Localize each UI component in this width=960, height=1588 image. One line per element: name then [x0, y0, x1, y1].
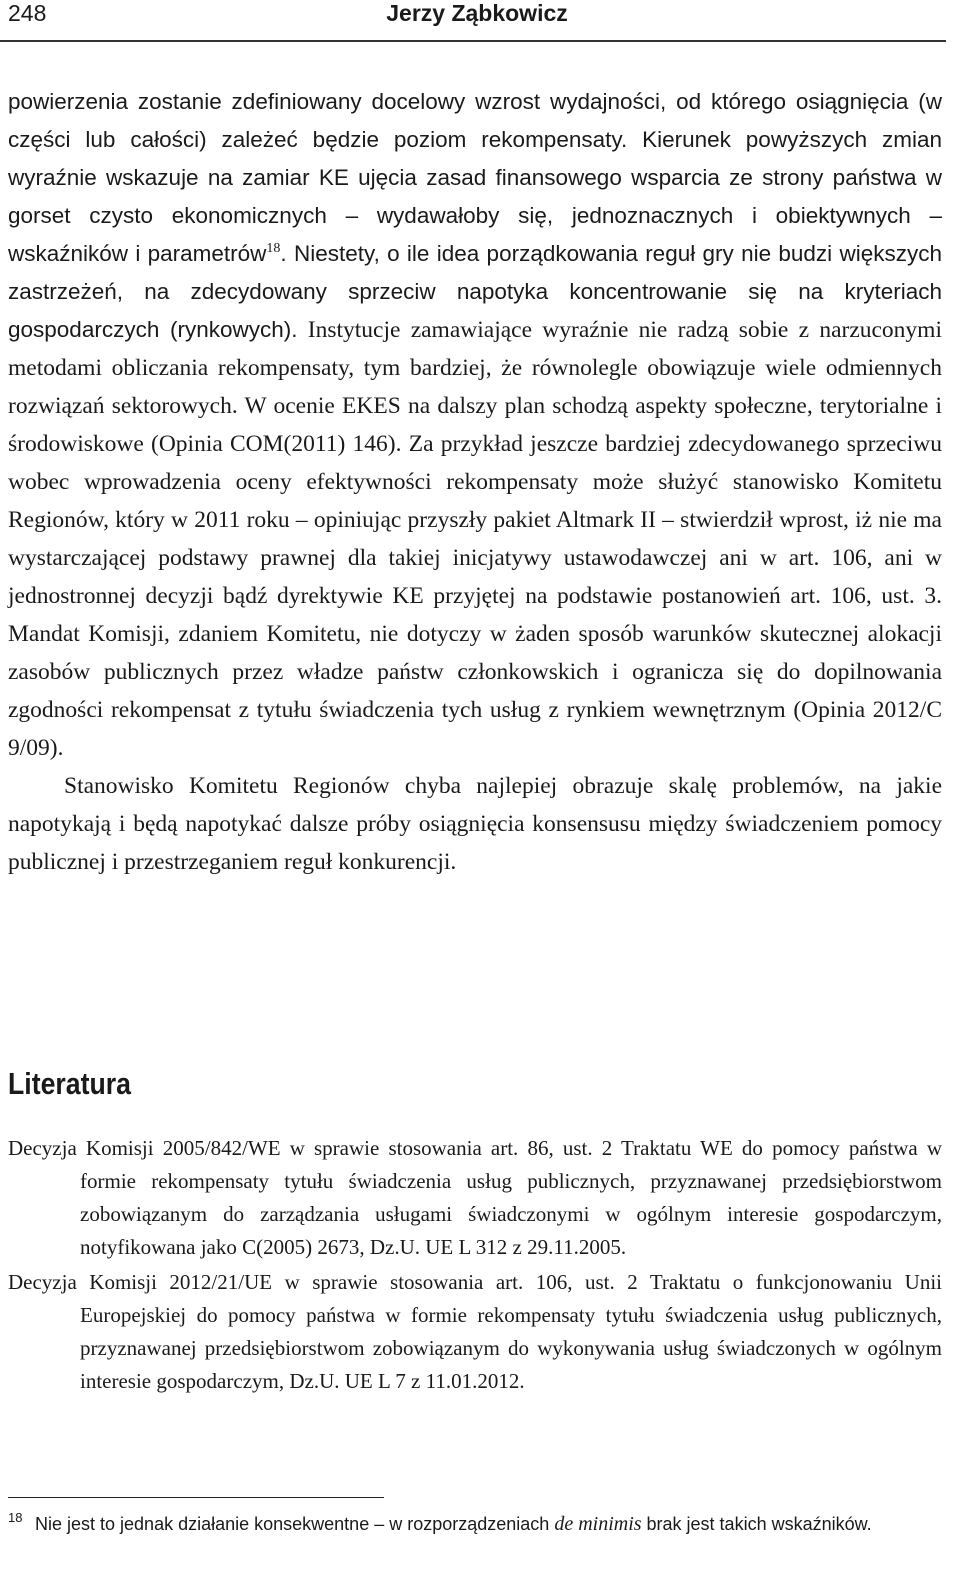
paragraph-sans-segment: powierzenia zostanie zdefiniowany docelowy wzrost wydajności, od którego osiągnięcia (w części lub całości) zależeć będzie poziom rekompensaty. Kierunek powyższych zmian wyraźnie wskazuje na zamiar KE ujęcia zasad finansowego wsparcia ze strony państwa w gorset czysto ekonomicznych – wydawałoby się, jednoznacznych i obiektywnych – wskaźników i parametrów [8, 89, 942, 266]
footnote-text: Nie jest to jednak działanie konsekwentne – w rozporządzeniach [35, 1514, 555, 1534]
footnote-separator [8, 1497, 384, 1498]
running-head-author: Jerzy Ząbkowicz [386, 0, 568, 26]
reference-list [8, 1132, 942, 1400]
paragraph-serif-segment: Instytucje zamawiające wyraźnie nie radzą sobie z narzuconymi metodami obliczania rekompensaty, tym bardziej, że równolegle obowiązuje wiele odmiennych rozwiązań sektorowych. W ocenie EKES na dalszy plan schodzą aspekty społeczne, terytorialne i środowiskowe (Opinia COM(2011) 146). Za przykład jeszcze bardziej zdecydowanego sprzeciwu wobec wprowadzenia oceny efektywności rekompensaty może służyć stanowisko Komitetu Regionów, który w 2011 roku – opiniując przyszły pakiet Altmark II – stwierdził wprost, iż nie ma wystarczającej podstawy prawnej dla takiej inicjatywy ustawodawczej ani w art. 106, ani w jednostronnej decyzji bądź dyrektywie KE przyjętej na podstawie postanowień art. 106, ust. 3. Mandat Komisji, zdaniem Komitetu, nie dotyczy w żaden sposób warunków skutecznej alokacji zasobów publicznych przez władze państw członkowskich i ogranicza się do dopilnowania zgodności rekompensat z tytułu świadczenia tych usług z rynkiem wewnętrznym (Opinia 2012/C 9/09). [8, 317, 942, 761]
page-number: 248 [8, 0, 47, 26]
section-heading: Literatura [8, 1066, 131, 1101]
footnote-italic-term: de minimis [554, 1513, 642, 1535]
footnote-number: 18 [8, 1510, 23, 1525]
paragraph-sans-segment-tail: . Niestety, o ile idea porządkowania reguł gry nie budzi większych zastrzeżeń, na zdecydowany sprzeciw napotyka koncentrowanie się na kryteriach gospodarczych (rynkowych). [8, 241, 942, 342]
footnote-text-tail: brak jest takich wskaźników. [641, 1514, 872, 1534]
body-text [8, 83, 942, 881]
footnote-reference[interactable]: 18 [266, 241, 281, 257]
running-header [8, 0, 946, 40]
reference-entry: Decyzja Komisji 2005/842/WE w sprawie stosowania art. 86, ust. 2 Traktatu WE do pomocy państwa w formie rekompensaty tytułu świadczenia usług publicznych, przyznawanej przedsiębiorstwom zobowiązanym do zarządzania usługami świadczonymi w ogólnym interesie gospodarczym, notyfikowana jako C(2005) 2673, Dz.U. UE L 312 z 29.11.2005. [8, 1136, 942, 1259]
paragraph [8, 83, 942, 767]
paragraph: Stanowisko Komitetu Regionów chyba najlepiej obrazuje skalę problemów, na jakie napotykają i będą napotykać dalsze próby osiągnięcia konsensusu między świadczeniem pomocy publicznej i przestrzeganiem reguł konkurencji. [8, 773, 942, 875]
reference-entry: Decyzja Komisji 2012/21/UE w sprawie stosowania art. 106, ust. 2 Traktatu o funkcjonowaniu Unii Europejskiej do pomocy państwa w formie rekompensaty tytułu świadczenia usług publicznych, przyznawanej przedsiębiorstwom zobowiązanym do wykonywania usług świadczonych w ogólnym interesie gospodarczym, Dz.U. UE L 7 z 11.01.2012. [8, 1270, 942, 1393]
header-rule [0, 40, 946, 42]
footnote [8, 1504, 942, 1538]
